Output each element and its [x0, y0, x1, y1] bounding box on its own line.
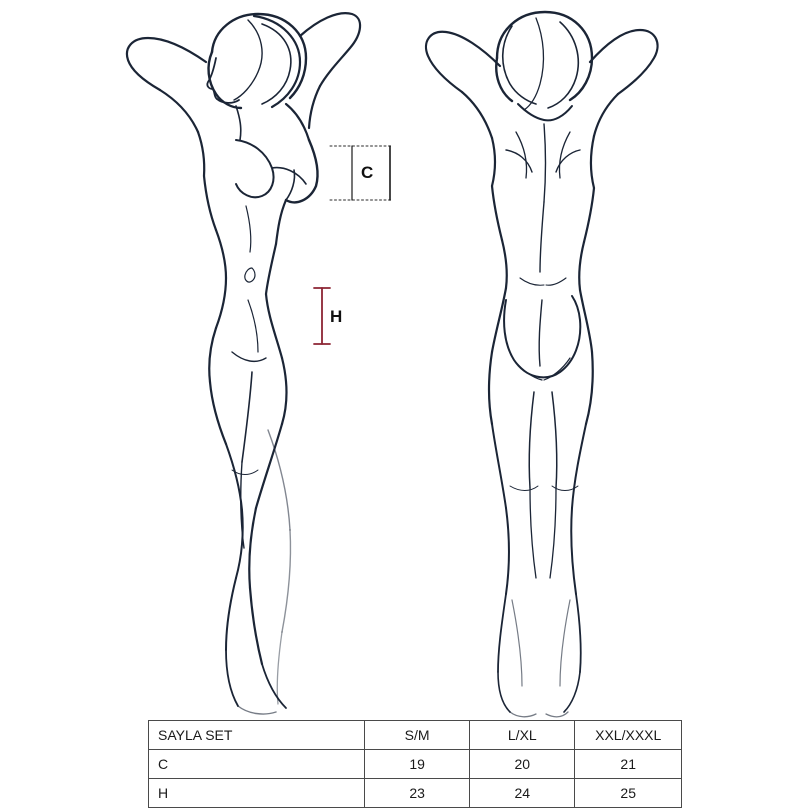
measurement-marker-h	[314, 288, 330, 344]
front-view-female-silhouette	[127, 13, 360, 714]
table-header-title: SAYLA SET	[149, 721, 365, 750]
cell-h-lxl: 24	[470, 779, 575, 808]
marker-label-c: C	[361, 163, 374, 182]
cell-h-sm: 23	[365, 779, 470, 808]
row-label-c: C	[149, 750, 365, 779]
table-row	[149, 750, 682, 779]
table-header-size-sm: S/M	[365, 721, 470, 750]
cell-c-xxl: 21	[575, 750, 682, 779]
table-header-size-lxl: L/XL	[470, 721, 575, 750]
marker-label-h: H	[330, 307, 343, 326]
table-header-row	[149, 721, 682, 750]
cell-h-xxl: 25	[575, 779, 682, 808]
table-row	[149, 779, 682, 808]
back-view-female-silhouette	[426, 12, 658, 717]
row-label-h: H	[149, 779, 365, 808]
cell-c-lxl: 20	[470, 750, 575, 779]
table-header-size-xxl: XXL/XXXL	[575, 721, 682, 750]
size-table	[148, 720, 682, 808]
cell-c-sm: 19	[365, 750, 470, 779]
